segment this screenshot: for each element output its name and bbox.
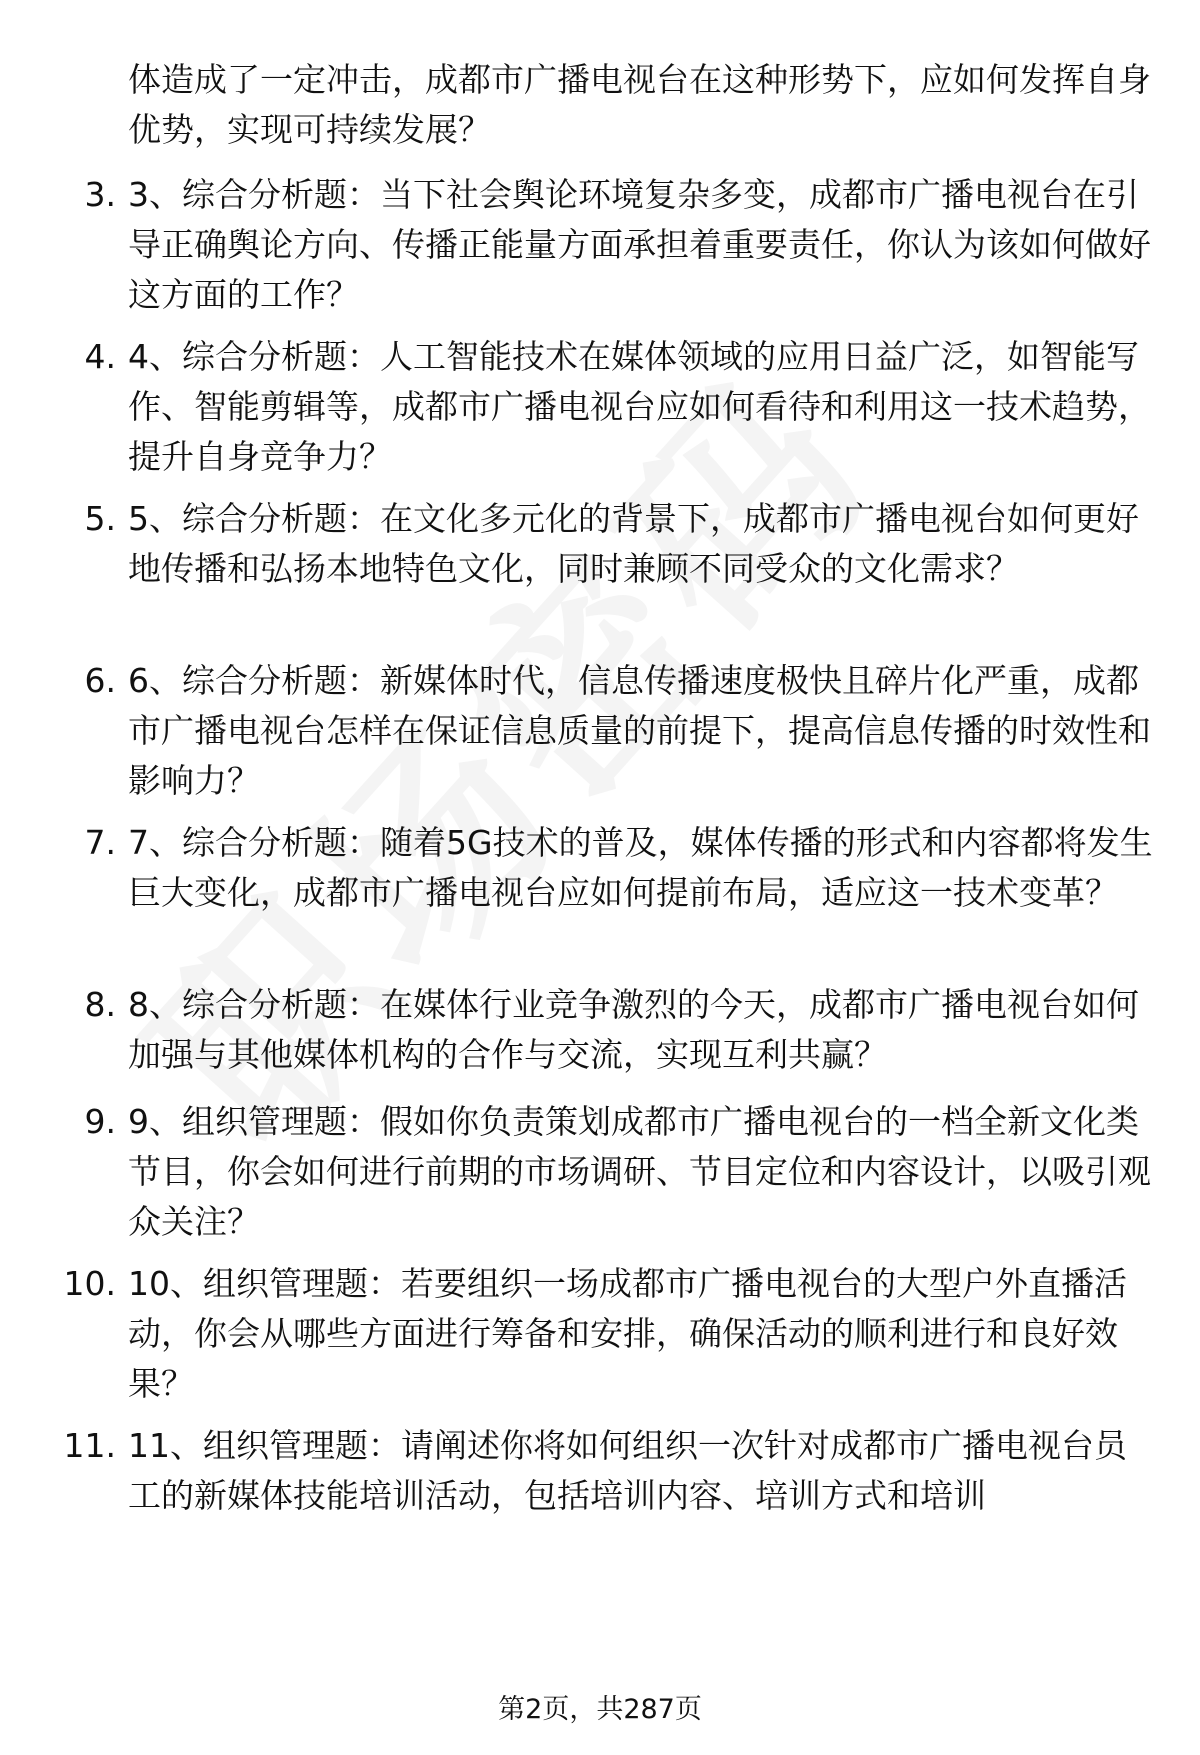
page-number: 第2页，共287页: [498, 1694, 702, 1725]
list-item-text: 6、综合分析题：新媒体时代，信息传播速度极快且碎片化严重，成都市广播电视台怎样在保证信息质量的前提下，提高信息传播的时效性和影响力？: [128, 661, 1151, 800]
list-item-number: 4.: [84, 337, 116, 376]
list-item-text: 5、综合分析题：在文化多元化的背景下，成都市广播电视台如何更好地传播和弘扬本地特色文化，同时兼顾不同受众的文化需求？: [128, 499, 1139, 588]
list-item-text: 8、综合分析题：在媒体行业竞争激烈的今天，成都市广播电视台如何加强与其他媒体机构的合作与交流，实现互利共赢？: [128, 985, 1139, 1074]
list-item-number: 6.: [84, 661, 116, 700]
list-item-number: 3.: [84, 175, 116, 214]
list-item-text: 11、组织管理题：请阐述你将如何组织一次针对成都市广播电视台员工的新媒体技能培训活动，包括培训内容、培训方式和培训: [128, 1426, 1127, 1515]
list-item-number: 7.: [84, 823, 116, 862]
list-item-number: 10.: [63, 1264, 116, 1303]
list-item-text: 7、综合分析题：随着5G技术的普及，媒体传播的形式和内容都将发生巨大变化，成都市广播电视台应如何提前布局，适应这一技术变革？: [128, 823, 1153, 912]
list-item-text: 3、综合分析题：当下社会舆论环境复杂多变，成都市广播电视台在引导正确舆论方向、传播正能量方面承担着重要责任，你认为该如何做好这方面的工作？: [128, 175, 1151, 314]
list-item-text: 10、组织管理题：若要组织一场成都市广播电视台的大型户外直播活动，你会从哪些方面进行筹备和安排，确保活动的顺利进行和良好效果？: [128, 1264, 1127, 1403]
list-item-number: 11.: [63, 1426, 116, 1465]
list-item-text: 9、组织管理题：假如你负责策划成都市广播电视台的一档全新文化类节目，你会如何进行前期的市场调研、节目定位和内容设计，以吸引观众关注？: [128, 1102, 1151, 1241]
list-item-text: 4、综合分析题：人工智能技术在媒体领域的应用日益广泛，如智能写作、智能剪辑等，成都市广播电视台应如何看待和利用这一技术趋势，提升自身竞争力？: [128, 337, 1151, 476]
list-item-number: 9.: [84, 1102, 116, 1141]
list-item-number: 8.: [84, 985, 116, 1024]
list-item-text: 体造成了一定冲击，成都市广播电视台在这种形势下，应如何发挥自身优势，实现可持续发展？: [128, 60, 1151, 149]
list-item-number: 5.: [84, 499, 116, 538]
